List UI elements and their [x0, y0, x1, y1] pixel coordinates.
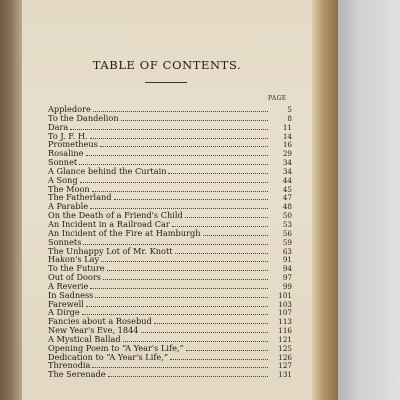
toc-entry-title: An Incident of the Fire at Hamburgh	[48, 227, 201, 238]
toc-entry-page: 107	[278, 308, 292, 318]
leader-dots	[80, 176, 268, 183]
leader-dots	[123, 335, 268, 342]
toc-entry-title: A Dirge	[48, 307, 80, 318]
toc-entry-title: The Moon	[48, 183, 90, 194]
leader-dots	[92, 361, 268, 368]
leader-dots	[95, 291, 268, 298]
toc-entry-title: Hakon's Lay	[48, 254, 100, 265]
toc-entry-page: 5	[287, 105, 292, 114]
page-column-header: PAGE	[268, 95, 287, 102]
toc-entry-page: 63	[282, 246, 292, 256]
leader-dots	[70, 123, 268, 130]
toc-entry-page: 121	[278, 334, 292, 344]
leader-dots	[186, 344, 268, 351]
toc-entry-page: 91	[282, 255, 292, 265]
toc-entry	[48, 114, 292, 123]
toc-entry	[48, 149, 292, 158]
toc-entry-page: 50	[282, 211, 292, 221]
toc-entry-page: 11	[282, 122, 292, 132]
toc-entry-title: Opening Poem to “A Year's Life,”	[48, 342, 184, 353]
toc-entry-title: To the Dandelion	[48, 112, 119, 123]
toc-entry-title: New Year's Eve, 1844	[48, 325, 139, 336]
toc-entry	[48, 291, 292, 300]
toc-entry-title: A Mystical Ballad	[48, 333, 121, 344]
title-rule	[145, 82, 187, 83]
toc-entry	[48, 300, 292, 309]
toc-entry	[48, 229, 292, 238]
leader-dots	[185, 211, 268, 218]
toc-entry-title: An Incident in a Railroad Car	[48, 218, 170, 229]
toc-entry-page: 45	[282, 184, 292, 194]
toc-entry-title: Dedication to “A Year's Life,”	[48, 351, 169, 362]
leader-dots	[86, 300, 268, 307]
leader-dots	[154, 317, 268, 324]
leader-dots	[121, 114, 268, 121]
toc-entry-title: Appledore	[48, 104, 91, 114]
leader-dots	[175, 247, 268, 254]
toc-entry-title: Prometheus	[48, 139, 98, 150]
toc-entry-page: 56	[282, 228, 292, 238]
leader-dots	[100, 140, 268, 147]
toc-entry-title: Farewell	[48, 298, 84, 309]
leader-dots	[101, 255, 268, 262]
toc-entry-title: A Glance behind the Curtain	[48, 165, 167, 176]
toc-entry-title: Out of Doors	[48, 272, 101, 283]
leader-dots	[141, 326, 269, 333]
toc-entry-title: A Song	[48, 174, 78, 185]
toc-entry-title: The Unhappy Lot of Mr. Knott	[48, 245, 173, 256]
leader-dots	[108, 370, 268, 377]
toc-entry-page: 29	[282, 149, 292, 159]
leader-dots	[107, 264, 268, 271]
toc-entry-page: 127	[278, 361, 292, 371]
page-title: TABLE OF CONTENTS.	[92, 58, 242, 72]
toc-entry-title: In Sadness	[48, 289, 94, 300]
toc-entry-page: 125	[278, 343, 292, 353]
toc-entry-page: 16	[282, 140, 292, 150]
toc-entry-page: 34	[282, 166, 292, 176]
toc-entry-page: 99	[282, 281, 292, 291]
toc-entry-title: To J. F. H.	[48, 130, 88, 141]
leader-dots	[170, 353, 268, 360]
toc-entry-page: 97	[282, 273, 292, 283]
toc-entry-page: 44	[282, 175, 292, 185]
toc-entry-page: 126	[278, 352, 292, 362]
toc-entry-page: 103	[278, 299, 292, 309]
leader-dots	[82, 308, 268, 315]
leader-dots	[79, 158, 268, 165]
toc-entry	[48, 140, 292, 149]
toc-entry-title: Sonnet	[48, 157, 78, 168]
toc-entry-title: A Parable	[48, 201, 89, 212]
toc-entry-title: Dara	[48, 121, 69, 132]
toc-entry	[48, 167, 292, 176]
toc-entry-title: On the Death of a Friend's Child	[48, 210, 183, 221]
toc-entry	[48, 370, 292, 379]
leader-dots	[172, 220, 268, 227]
toc-entry-page: 8	[287, 113, 292, 123]
leader-dots	[203, 229, 269, 236]
toc-entry-page: 101	[278, 290, 292, 300]
toc-entry-page: 131	[278, 370, 292, 380]
book-page	[22, 0, 312, 400]
toc-entry-page: 14	[282, 131, 292, 141]
toc-list	[48, 105, 292, 379]
toc-entry-title: Threnodia	[48, 360, 91, 371]
leader-dots	[86, 149, 268, 156]
toc-entry-title: The Serenade	[48, 369, 106, 380]
leader-dots	[83, 238, 268, 245]
leader-dots	[168, 167, 268, 174]
leader-dots	[103, 273, 268, 280]
leader-dots	[93, 105, 268, 112]
book-cover-left	[0, 0, 22, 400]
background-surface	[330, 0, 400, 400]
toc-entry-page: 47	[282, 193, 292, 203]
toc-entry-title: The Fatherland	[48, 192, 112, 203]
toc-entry-page: 34	[282, 158, 292, 168]
toc-entry-page: 48	[282, 202, 292, 212]
toc-entry-title: Fancies about a Rosebud	[48, 316, 152, 327]
toc-entry-title: Sonnets	[48, 236, 82, 247]
toc-entry-title: To the Future	[48, 263, 105, 274]
leader-dots	[90, 202, 268, 209]
toc-entry-page: 53	[282, 219, 292, 229]
leader-dots	[92, 185, 268, 192]
toc-entry-page: 113	[278, 317, 292, 327]
toc-entry-page: 94	[282, 264, 292, 274]
toc-entry-page: 116	[278, 326, 292, 336]
leader-dots	[114, 193, 268, 200]
leader-dots	[90, 282, 268, 289]
toc-entry-title: Rosaline	[48, 148, 84, 159]
leader-dots	[90, 132, 268, 139]
toc-entry-page: 59	[282, 237, 292, 247]
toc-entry-title: A Reverie	[48, 280, 89, 291]
